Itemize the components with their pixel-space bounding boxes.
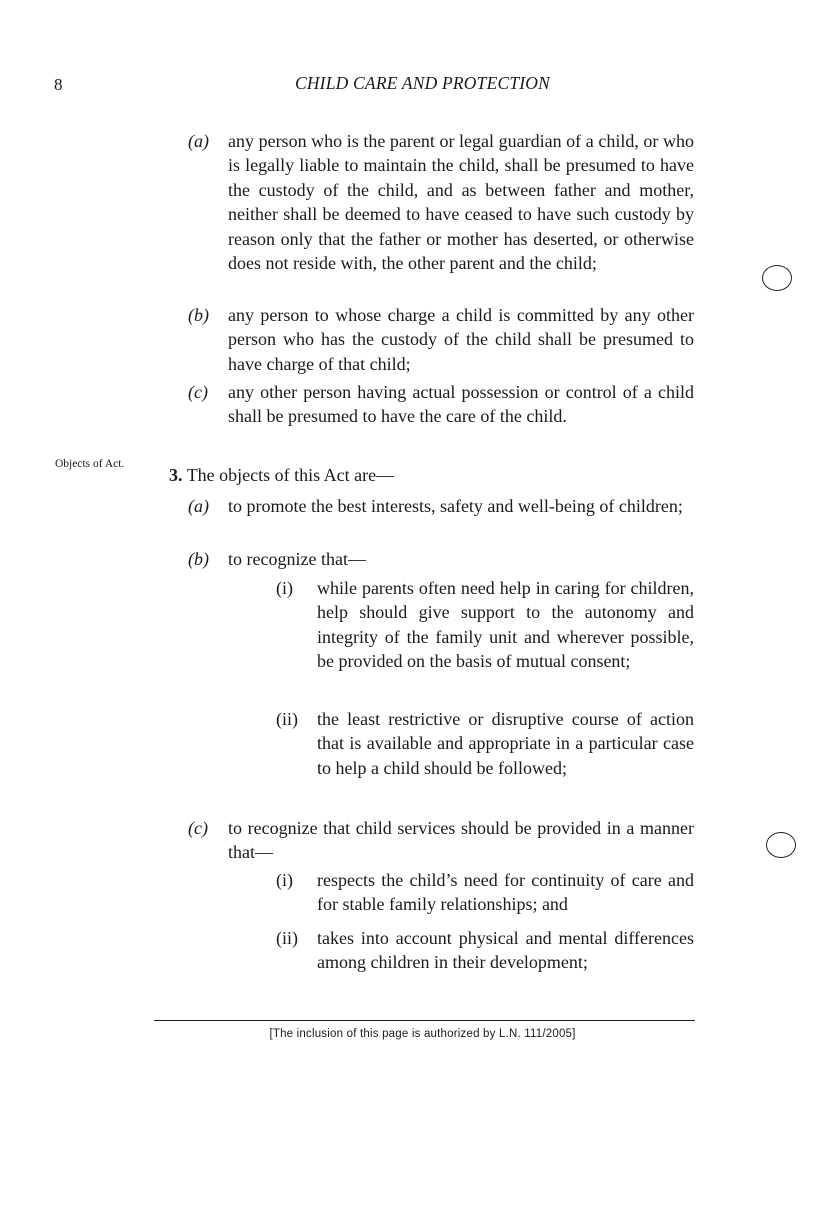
subitem-text: while parents often need help in caring for children, help should give support to the autonomy and integrity of the family unit and wherever possible, be provided on the basis of mutual consent;	[317, 578, 694, 672]
section3-b-subitem-i	[276, 576, 694, 674]
section-number: 3.	[169, 465, 183, 485]
margin-note: Objects of Act.	[55, 458, 125, 470]
subitem-label: (ii)	[276, 928, 298, 948]
item-text: to recognize that—	[228, 549, 366, 569]
clause-a	[188, 129, 694, 275]
subitem-text: takes into account physical and mental differences among children in their development;	[317, 928, 694, 973]
item-label: (b)	[188, 549, 209, 569]
section3-b-subitem-ii	[276, 707, 694, 780]
clause-label: (a)	[188, 131, 209, 151]
clause-text: any other person having actual possession or control of a child shall be presumed to have the care of the child.	[228, 382, 694, 427]
clause-text: any person who is the parent or legal guardian of a child, or who is legally liable to maintain the child, shall be presumed to have the custody of the child, and as between father and mother, neither shall be deemed to have ceased to have such custody by reason only that the father or mother has deserted, or otherwise does not reside with, the other parent and the child;	[228, 131, 694, 274]
clause-label: (b)	[188, 305, 209, 325]
clause-c	[188, 380, 694, 429]
subitem-label: (i)	[276, 578, 293, 598]
clause-text: any person to whose charge a child is committed by any other person who has the custody of the child shall be presumed to have charge of that child;	[228, 305, 694, 374]
section3-item-b	[188, 547, 694, 571]
section3-c-subitem-ii	[276, 926, 694, 975]
subitem-label: (i)	[276, 870, 293, 890]
subitem-text: the least restrictive or disruptive course of action that is available and appropriate in a particular case to help a child should be followed;	[317, 709, 694, 778]
footer-note: [The inclusion of this page is authorized by L.N. 111/2005]	[269, 1028, 576, 1040]
section-heading	[169, 463, 394, 487]
item-text: to promote the best interests, safety and well-being of children;	[228, 496, 683, 516]
item-label: (c)	[188, 818, 208, 838]
item-text: to recognize that child services should be provided in a manner that—	[228, 818, 694, 863]
punch-hole-top	[762, 265, 792, 291]
footer-rule	[154, 1020, 695, 1021]
running-head: CHILD CARE AND PROTECTION	[294, 73, 551, 93]
subitem-text: respects the child’s need for continuity of care and for stable family relationships; and	[317, 870, 694, 915]
section3-item-c	[188, 816, 694, 865]
clause-b	[188, 303, 694, 376]
item-label: (a)	[188, 496, 209, 516]
subitem-label: (ii)	[276, 709, 298, 729]
section-heading-text: The objects of this Act are—	[186, 465, 395, 485]
punch-hole-bottom	[766, 832, 796, 858]
clause-label: (c)	[188, 382, 208, 402]
page-number: 8	[54, 75, 63, 94]
section3-c-subitem-i	[276, 868, 694, 917]
section3-item-a	[188, 494, 694, 518]
